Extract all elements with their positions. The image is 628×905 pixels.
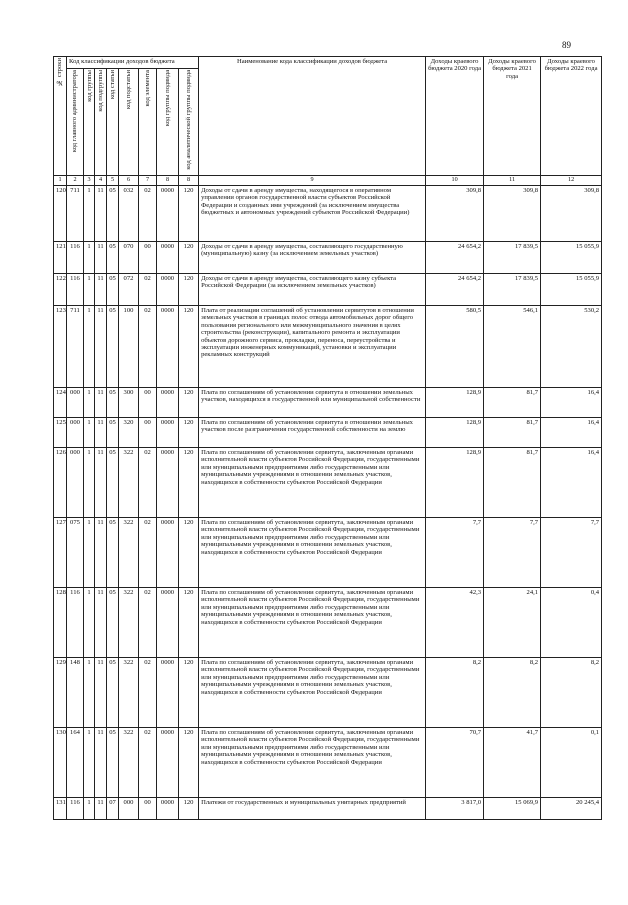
- code-element: 02: [139, 518, 157, 588]
- income-2022: 0,4: [541, 588, 602, 658]
- code-group: 1: [84, 658, 95, 728]
- income-name: Платежи от государственных и муниципальных унитарных предприятий: [199, 798, 426, 820]
- income-2021: 7,7: [484, 518, 541, 588]
- code-article: 05: [107, 448, 119, 518]
- code-element: 00: [139, 418, 157, 448]
- row-number: 128: [54, 588, 67, 658]
- code-analytic-group: 120: [179, 242, 199, 274]
- budget-income-table: [53, 56, 602, 820]
- table-row: [54, 306, 602, 388]
- row-number: 130: [54, 728, 67, 798]
- row-number: 125: [54, 418, 67, 448]
- code-group: 1: [84, 186, 95, 242]
- code-admin: 711: [67, 306, 84, 388]
- code-subgroup: 11: [95, 518, 107, 588]
- row-number: 126: [54, 448, 67, 518]
- income-2021: 546,1: [484, 306, 541, 388]
- code-subarticle: 322: [119, 658, 139, 728]
- column-number: 7: [139, 176, 157, 186]
- income-2020: 7,7: [426, 518, 484, 588]
- code-subtype-group: 0000: [157, 728, 179, 798]
- code-subgroup: 11: [95, 274, 107, 306]
- income-name: Плата по соглашениям об установлении сервитута, заключенным органами исполнительной власти субъектов Российской Федерации, государственными или муниципальными предприятиями либо государственными или муниципальными учреждениями в отношении земельных участков, находящихся в собственности субъектов Российской Федерации: [199, 658, 426, 728]
- income-name: Доходы от сдачи в аренду имущества, составляющего казну субъекта Российской Федерации (за исключением земельных участков): [199, 274, 426, 306]
- code-group: 1: [84, 274, 95, 306]
- header-column-numbers: [54, 176, 602, 186]
- code-subarticle: 322: [119, 728, 139, 798]
- code-element: 02: [139, 306, 157, 388]
- column-number: 12: [541, 176, 602, 186]
- income-name: Плата по соглашениям об установлении сервитута, заключенным органами исполнительной власти субъектов Российской Федерации, государственными или муниципальными предприятиями либо государственными или муниципальными учреждениями в отношении земельных участков, находящихся в собственности субъектов Российской Федерации: [199, 518, 426, 588]
- row-number: 124: [54, 388, 67, 418]
- table-row: [54, 448, 602, 518]
- table-row: [54, 658, 602, 728]
- code-subgroup: 11: [95, 448, 107, 518]
- code-element: 02: [139, 588, 157, 658]
- code-article: 05: [107, 658, 119, 728]
- code-article: 05: [107, 274, 119, 306]
- page-number: 89: [562, 40, 571, 50]
- code-group: 1: [84, 518, 95, 588]
- income-2020: 42,3: [426, 588, 484, 658]
- code-analytic-group: 120: [179, 186, 199, 242]
- row-number: 129: [54, 658, 67, 728]
- column-number: 1: [54, 176, 67, 186]
- code-article: 05: [107, 242, 119, 274]
- code-subtype-group: 0000: [157, 388, 179, 418]
- header-code-subtype-group: код группы подвида: [157, 69, 179, 176]
- code-element: 00: [139, 388, 157, 418]
- header-year-2021: Доходы краевого бюджета 2021 года: [484, 57, 541, 176]
- code-article: 05: [107, 418, 119, 448]
- header-code-article: код статьи: [107, 69, 119, 176]
- code-subgroup: 11: [95, 186, 107, 242]
- code-admin: 116: [67, 242, 84, 274]
- income-2021: 81,7: [484, 418, 541, 448]
- row-number: 127: [54, 518, 67, 588]
- table-row: [54, 728, 602, 798]
- column-number: 8: [157, 176, 179, 186]
- income-name: Плата по соглашениям об установлении сервитута в отношении земельных участков, находящихся в государственной или муниципальной собственности: [199, 388, 426, 418]
- code-analytic-group: 120: [179, 418, 199, 448]
- code-admin: 164: [67, 728, 84, 798]
- code-article: 05: [107, 728, 119, 798]
- income-2020: 24 654,2: [426, 274, 484, 306]
- income-2020: 128,9: [426, 418, 484, 448]
- code-analytic-group: 120: [179, 728, 199, 798]
- row-number: 120: [54, 186, 67, 242]
- code-analytic-group: 120: [179, 388, 199, 418]
- code-article: 05: [107, 186, 119, 242]
- income-2020: 3 817,0: [426, 798, 484, 820]
- code-group: 1: [84, 798, 95, 820]
- income-2021: 17 839,5: [484, 274, 541, 306]
- code-subgroup: 11: [95, 588, 107, 658]
- code-element: 00: [139, 798, 157, 820]
- code-group: 1: [84, 242, 95, 274]
- income-2021: 41,7: [484, 728, 541, 798]
- income-2020: 309,8: [426, 186, 484, 242]
- code-group: 1: [84, 728, 95, 798]
- header-code-subarticle: код подстатьи: [119, 69, 139, 176]
- header-row-group: [54, 57, 602, 69]
- code-admin: 000: [67, 388, 84, 418]
- table-row: [54, 388, 602, 418]
- income-2021: 17 839,5: [484, 242, 541, 274]
- income-2021: 15 069,9: [484, 798, 541, 820]
- column-number: 2: [67, 176, 84, 186]
- column-number: 9: [199, 176, 426, 186]
- column-number: 3: [84, 176, 95, 186]
- income-2022: 7,7: [541, 518, 602, 588]
- income-name: Доходы от сдачи в аренду имущества, составляющего государственную (муниципальную) казну (за исключением земельных участков): [199, 242, 426, 274]
- header-code-group-col: код группы: [84, 69, 95, 176]
- code-subarticle: 100: [119, 306, 139, 388]
- table-row: [54, 242, 602, 274]
- code-subtype-group: 0000: [157, 418, 179, 448]
- code-analytic-group: 120: [179, 588, 199, 658]
- code-analytic-group: 120: [179, 448, 199, 518]
- code-group: 1: [84, 448, 95, 518]
- code-element: 02: [139, 658, 157, 728]
- code-subtype-group: 0000: [157, 306, 179, 388]
- code-subgroup: 11: [95, 798, 107, 820]
- code-article: 05: [107, 518, 119, 588]
- income-2022: 15 055,9: [541, 242, 602, 274]
- code-subtype-group: 0000: [157, 658, 179, 728]
- code-admin: 075: [67, 518, 84, 588]
- code-analytic-group: 120: [179, 798, 199, 820]
- code-analytic-group: 120: [179, 518, 199, 588]
- code-element: 02: [139, 186, 157, 242]
- code-analytic-group: 120: [179, 306, 199, 388]
- code-subtype-group: 0000: [157, 588, 179, 658]
- column-number: 10: [426, 176, 484, 186]
- header-code-admin: код главного администратора: [67, 69, 84, 176]
- table-row: [54, 418, 602, 448]
- code-admin: 148: [67, 658, 84, 728]
- income-name: Доходы от сдачи в аренду имущества, находящегося в оперативном управлении органов государственной власти субъектов Российской Федерации и созданных ими учреждений (за исключением имущества бюджетных и автономных учреждений субъектов Российской Федерации): [199, 186, 426, 242]
- code-subtype-group: 0000: [157, 242, 179, 274]
- income-2021: 8,2: [484, 658, 541, 728]
- code-subarticle: 320: [119, 418, 139, 448]
- income-2021: 24,1: [484, 588, 541, 658]
- code-subtype-group: 0000: [157, 448, 179, 518]
- code-article: 05: [107, 588, 119, 658]
- income-2021: 81,7: [484, 448, 541, 518]
- row-number: 121: [54, 242, 67, 274]
- income-2020: 8,2: [426, 658, 484, 728]
- header-year-2020: Доходы краевого бюджета 2020 года: [426, 57, 484, 176]
- code-element: 02: [139, 274, 157, 306]
- code-group: 1: [84, 588, 95, 658]
- code-group: 1: [84, 306, 95, 388]
- row-number: 131: [54, 798, 67, 820]
- income-name: Плата по соглашениям об установлении сервитута в отношении земельных участков после разграничения государственной собственности на землю: [199, 418, 426, 448]
- income-2020: 128,9: [426, 388, 484, 418]
- code-admin: 116: [67, 798, 84, 820]
- income-2021: 309,8: [484, 186, 541, 242]
- income-2022: 16,4: [541, 448, 602, 518]
- header-name: Наименование кода классификации доходов бюджета: [199, 57, 426, 176]
- code-subarticle: 070: [119, 242, 139, 274]
- income-name: Плата по соглашениям об установлении сервитута, заключенным органами исполнительной власти субъектов Российской Федерации, государственными или муниципальными предприятиями либо государственными или муниципальными учреждениями в отношении земельных участков, находящихся в собственности субъектов Российской Федерации: [199, 448, 426, 518]
- income-name: Плата по соглашениям об установлении сервитута, заключенным органами исполнительной власти субъектов Российской Федерации, государственными или муниципальными предприятиями либо государственными или муниципальными учреждениями в отношении земельных участков, находящихся в собственности субъектов Российской Федерации: [199, 728, 426, 798]
- header-code-subgroup: код подгруппы: [95, 69, 107, 176]
- code-subarticle: 322: [119, 448, 139, 518]
- income-2020: 70,7: [426, 728, 484, 798]
- income-name: Плата от реализации соглашений об установлении сервитутов в отношении земельных участков в границах полос отвода автомобильных дорог общего пользования регионального или межмуниципального значения в целях строительства (реконструкции), капитального ремонта и эксплуатации объектов дорожного сервиса, прокладки, переноса, переустройства и эксплуатации инженерных коммуникаций, установки и эксплуатации рекламных конструкций: [199, 306, 426, 388]
- code-admin: 000: [67, 418, 84, 448]
- column-number: 8: [179, 176, 199, 186]
- income-2022: 15 055,9: [541, 274, 602, 306]
- code-group: 1: [84, 388, 95, 418]
- header-code-analytic-group: код аналитической группы подвида: [179, 69, 199, 176]
- column-number: 5: [107, 176, 119, 186]
- column-number: 4: [95, 176, 107, 186]
- code-article: 07: [107, 798, 119, 820]
- column-number: 11: [484, 176, 541, 186]
- income-2022: 16,4: [541, 388, 602, 418]
- income-2020: 128,9: [426, 448, 484, 518]
- header-row-number: № строки: [54, 57, 67, 176]
- code-subgroup: 11: [95, 418, 107, 448]
- code-element: 02: [139, 448, 157, 518]
- code-group: 1: [84, 418, 95, 448]
- code-subtype-group: 0000: [157, 186, 179, 242]
- income-2022: 309,8: [541, 186, 602, 242]
- code-analytic-group: 120: [179, 658, 199, 728]
- code-subarticle: 032: [119, 186, 139, 242]
- code-subarticle: 000: [119, 798, 139, 820]
- table-row: [54, 274, 602, 306]
- code-subgroup: 11: [95, 242, 107, 274]
- income-2022: 20 245,4: [541, 798, 602, 820]
- code-subgroup: 11: [95, 728, 107, 798]
- code-article: 05: [107, 388, 119, 418]
- income-2022: 0,1: [541, 728, 602, 798]
- code-admin: 711: [67, 186, 84, 242]
- code-subtype-group: 0000: [157, 274, 179, 306]
- income-name: Плата по соглашениям об установлении сервитута, заключенным органами исполнительной власти субъектов Российской Федерации, государственными или муниципальными предприятиями либо государственными или муниципальными учреждениями в отношении земельных участков, находящихся в собственности субъектов Российской Федерации: [199, 588, 426, 658]
- code-element: 02: [139, 728, 157, 798]
- income-2020: 24 654,2: [426, 242, 484, 274]
- table-row: [54, 588, 602, 658]
- row-number: 122: [54, 274, 67, 306]
- code-element: 00: [139, 242, 157, 274]
- code-analytic-group: 120: [179, 274, 199, 306]
- income-2020: 580,5: [426, 306, 484, 388]
- code-article: 05: [107, 306, 119, 388]
- income-2022: 530,2: [541, 306, 602, 388]
- table-body: [54, 186, 602, 820]
- header-code-group: Код классификации доходов бюджета: [67, 57, 199, 69]
- code-subgroup: 11: [95, 658, 107, 728]
- code-subarticle: 322: [119, 518, 139, 588]
- code-admin: 116: [67, 274, 84, 306]
- code-subarticle: 300: [119, 388, 139, 418]
- code-subarticle: 322: [119, 588, 139, 658]
- column-number: 6: [119, 176, 139, 186]
- header-code-element: код элемента: [139, 69, 157, 176]
- income-2022: 16,4: [541, 418, 602, 448]
- table-row: [54, 186, 602, 242]
- table-row: [54, 518, 602, 588]
- code-admin: 000: [67, 448, 84, 518]
- code-subtype-group: 0000: [157, 798, 179, 820]
- code-subgroup: 11: [95, 388, 107, 418]
- header-year-2022: Доходы краевого бюджета 2022 года: [541, 57, 602, 176]
- row-number: 123: [54, 306, 67, 388]
- income-2021: 81,7: [484, 388, 541, 418]
- code-subgroup: 11: [95, 306, 107, 388]
- table-row: [54, 798, 602, 820]
- income-2022: 8,2: [541, 658, 602, 728]
- code-subtype-group: 0000: [157, 518, 179, 588]
- code-admin: 116: [67, 588, 84, 658]
- code-subarticle: 072: [119, 274, 139, 306]
